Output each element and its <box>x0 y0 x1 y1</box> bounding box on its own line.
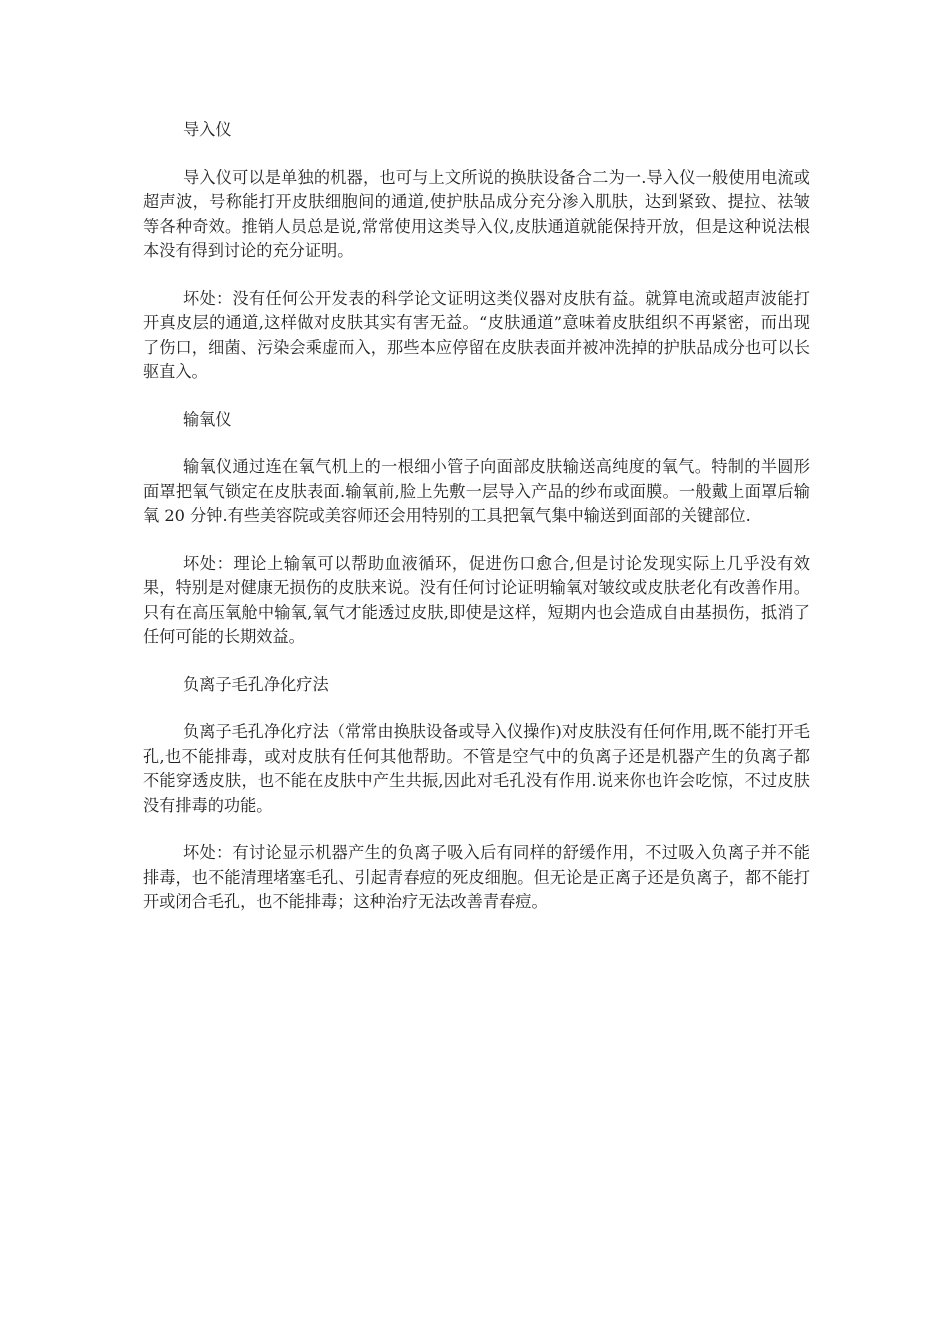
paragraph: 导入仪可以是单独的机器，也可与上文所说的换肤设备合二为一.导入仪一般使用电流或超声波，号称能打开皮肤细胞间的通道,使护肤品成分充分渗入肌肤，达到紧致、提拉、祛皱等各种奇效。推销人员总是说,常常使用这类导入仪,皮肤通道就能保持开放，但是这种说法根本没有得到讨论的充分证明。 <box>143 167 810 260</box>
paragraph: 坏处：没有任何公开发表的科学论文证明这类仪器对皮肤有益。就算电流或超声波能打开真皮层的通道,这样做对皮肤其实有害无益。“皮肤通道”意味着皮肤组织不再紧密，而出现了伤口，细菌、污染会乘虚而入，那些本应停留在皮肤表面并被冲洗掉的护肤品成分也可以长驱直入。 <box>143 288 810 381</box>
paragraph: 坏处：理论上输氧可以帮助血液循环，促进伤口愈合,但是讨论发现实际上几乎没有效果，特别是对健康无损伤的皮肤来说。没有任何讨论证明输氧对皱纹或皮肤老化有改善作用。只有在高压氧舱中输氧,氧气才能透过皮肤,即使是这样，短期内也会造成自由基损伤，抵消了任何可能的长期效益。 <box>143 553 810 646</box>
paragraph: 坏处：有讨论显示机器产生的负离子吸入后有同样的舒缓作用，不过吸入负离子并不能排毒，也不能清理堵塞毛孔、引起青春痘的死皮细胞。但无论是正离子还是负离子，都不能打开或闭合毛孔，也不能排毒；这种治疗无法改善青春痘。 <box>143 843 810 911</box>
section-heading: 导入仪 <box>183 120 232 139</box>
section-negative-ion-therapy <box>143 673 810 915</box>
paragraph: 输氧仪通过连在氧气机上的一根细小管子向面部皮肤输送高纯度的氧气。特制的半圆形面罩把氧气锁定在皮肤表面.输氧前,脸上先敷一层导入产品的纱布或面膜。一般戴上面罩后输氧 20 分钟.有些美容院或美容师还会用特别的工具把氧气集中输送到面部的关键部位. <box>143 457 810 525</box>
section-import-device <box>143 118 810 408</box>
document-page <box>143 118 810 915</box>
section-heading: 负离子毛孔净化疗法 <box>183 674 329 694</box>
section-heading: 输氧仪 <box>183 409 232 429</box>
paragraph: 负离子毛孔净化疗法（常常由换肤设备或导入仪操作)对皮肤没有任何作用,既不能打开毛孔,也不能排毒，或对皮肤有任何其他帮助。不管是空气中的负离子还是机器产生的负离子都不能穿透皮肤，也不能在皮肤中产生共振,因此对毛孔没有作用.说来你也许会吃惊，不过皮肤没有排毒的功能。 <box>143 722 810 815</box>
section-oxygen-device <box>143 408 810 673</box>
